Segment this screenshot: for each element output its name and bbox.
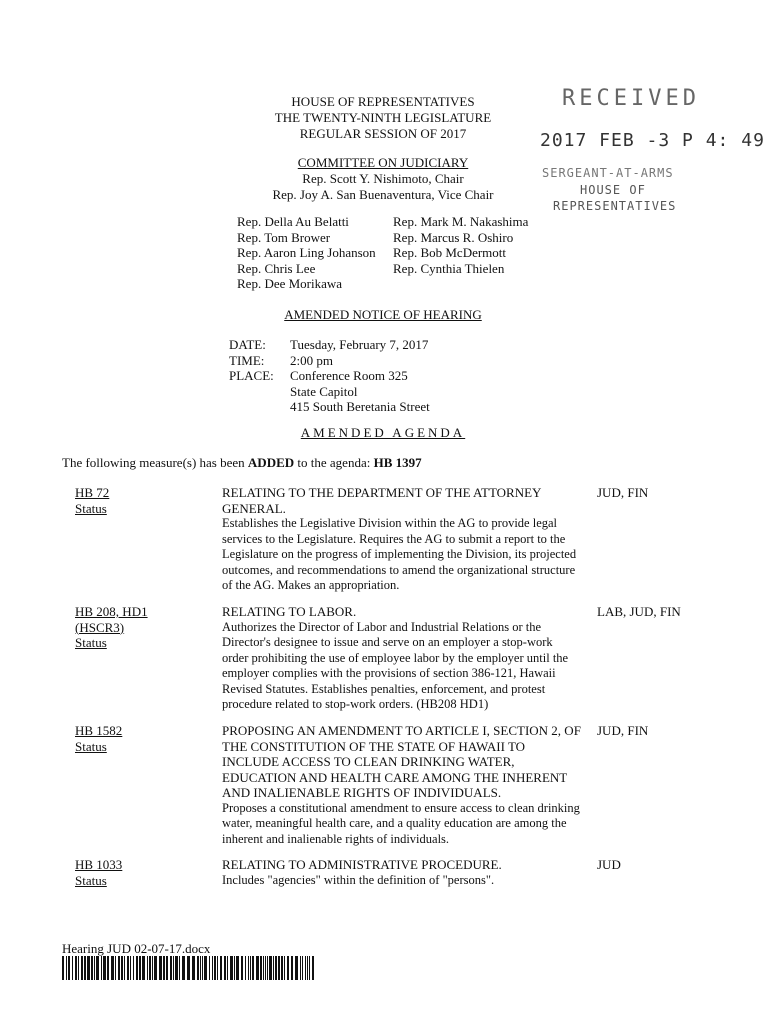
- barcode-bar: [133, 956, 134, 980]
- document-header: [230, 94, 536, 203]
- barcode-bar: [91, 956, 93, 980]
- barcode-bar: [250, 956, 251, 980]
- added-bill: HB 1397: [373, 455, 422, 470]
- barcode-bar: [230, 956, 233, 980]
- measure-ids: [75, 485, 109, 516]
- barcode-bar: [159, 956, 162, 980]
- barcode-bar: [263, 956, 264, 980]
- status-link[interactable]: Status: [75, 635, 107, 650]
- member: Rep. Aaron Ling Johanson: [237, 245, 376, 260]
- member: Rep. Della Au Belatti: [237, 214, 349, 229]
- barcode-bar: [147, 956, 148, 980]
- barcode-bar: [209, 956, 210, 980]
- barcode-bar: [182, 956, 185, 980]
- barcode-bar: [149, 956, 151, 980]
- barcode-bar: [307, 956, 308, 980]
- place-line: Conference Room 325: [290, 368, 408, 383]
- barcode-bar: [87, 956, 90, 980]
- barcode-bar: [300, 956, 301, 980]
- stamp-house: HOUSE OF: [580, 183, 646, 197]
- barcode-bar: [278, 956, 280, 980]
- measure-body: [222, 604, 582, 713]
- barcode-bar: [139, 956, 141, 980]
- barcode-bar: [245, 956, 246, 980]
- barcode-bar: [248, 956, 249, 980]
- time-label: TIME:: [229, 352, 265, 368]
- barcode-bar: [305, 956, 306, 980]
- barcode-bar: [81, 956, 83, 980]
- barcode-bar: [84, 956, 86, 980]
- barcode-bar: [281, 956, 283, 980]
- barcode-bar: [200, 956, 201, 980]
- barcode-bar: [212, 956, 213, 980]
- barcode-bar: [72, 956, 73, 980]
- barcode-bar: [75, 956, 77, 980]
- barcode-bar: [175, 956, 178, 980]
- barcode-bar: [68, 956, 70, 980]
- measure-committees: LAB, JUD, FIN: [597, 604, 681, 619]
- barcode-bar: [130, 956, 131, 980]
- header-line: HOUSE OF REPRESENTATIVES: [291, 94, 475, 109]
- barcode-bar: [267, 956, 268, 980]
- barcode-bar: [295, 956, 298, 980]
- bill-link[interactable]: HB 72: [75, 485, 110, 500]
- barcode-bar: [309, 956, 310, 980]
- members-right: [393, 214, 528, 276]
- bill-link[interactable]: HB 1033: [75, 857, 123, 872]
- member: Rep. Chris Lee: [237, 260, 316, 276]
- added-bold: ADDED: [247, 455, 295, 470]
- barcode-bar: [154, 956, 157, 980]
- barcode-bar: [192, 956, 195, 980]
- barcode-bar: [202, 956, 203, 980]
- header-line: REGULAR SESSION OF 2017: [299, 126, 467, 141]
- barcode-bar: [273, 956, 274, 980]
- barcode-bar: [142, 956, 145, 980]
- barcode-bar: [236, 956, 239, 980]
- measure-body: [222, 723, 582, 847]
- status-link[interactable]: Status: [75, 500, 107, 516]
- place-label: PLACE:: [229, 368, 274, 383]
- measure-ids: [75, 857, 122, 888]
- stamp-datetime: 2017 FEB -3 P 4: 49: [540, 130, 765, 151]
- member: Rep. Mark M. Nakashima: [393, 214, 529, 229]
- measure-description: Authorizes the Director of Labor and Industrial Relations or the Director's designee to issue and serve on an employer a stop-work order prohibiting the use of employee labor by the employer until the employer complies with the provisions of section 386-121, Hawaii Revised Statutes. Establishes penalties, enforcement, and protest procedure related to stop-work orders. (HB208 HD1): [222, 619, 569, 711]
- measure-body: [222, 857, 582, 888]
- bill-link[interactable]: HB 208, HD1: [75, 604, 148, 619]
- barcode-bar: [265, 956, 266, 980]
- barcode-bar: [220, 956, 222, 980]
- barcode-bar: [111, 956, 114, 980]
- barcode-bar: [275, 956, 277, 980]
- barcode-bar: [204, 956, 207, 980]
- measure-title: RELATING TO LABOR.: [222, 604, 357, 619]
- barcode-bar: [241, 956, 243, 980]
- barcode-bar: [287, 956, 289, 980]
- barcode-bar: [173, 956, 174, 980]
- place-line: 415 South Beretania Street: [290, 399, 430, 414]
- barcode-bar: [66, 956, 67, 980]
- barcode-bar: [166, 956, 168, 980]
- barcode-bar: [217, 956, 218, 980]
- barcode-bar: [312, 956, 314, 980]
- committee-vice-chair: Rep. Joy A. San Buenaventura, Vice Chair: [272, 187, 494, 202]
- measure-ids: [75, 723, 122, 754]
- place-value: [290, 368, 430, 415]
- added-notice: [62, 455, 422, 471]
- barcode-bar: [96, 956, 99, 980]
- barcode-bar: [302, 956, 303, 980]
- barcode-bar: [179, 956, 180, 980]
- barcode-bar: [227, 956, 228, 980]
- measure-description: Proposes a constitutional amendment to ensure access to clean drinking water, meaningful health care, and a quality education are among the inherent and inalienable rights of individuals.: [222, 800, 580, 846]
- barcode-bar: [103, 956, 106, 980]
- barcode-bar: [256, 956, 259, 980]
- barcode-bar: [214, 956, 216, 980]
- date-label: DATE:: [229, 337, 266, 352]
- header-line: THE TWENTY-NINTH LEGISLATURE: [274, 110, 492, 125]
- barcode-bar: [118, 956, 120, 980]
- time-value: 2:00 pm: [290, 352, 333, 368]
- barcode-bar: [234, 956, 235, 980]
- barcode-bar: [269, 956, 272, 980]
- barcode-bar: [101, 956, 102, 980]
- barcode-bar: [163, 956, 165, 980]
- stamp-reps: REPRESENTATIVES: [553, 199, 677, 213]
- barcode-bar: [170, 956, 172, 980]
- measure-committees: JUD, FIN: [597, 485, 649, 500]
- barcode-bar: [291, 956, 293, 980]
- place-line: State Capitol: [290, 383, 358, 399]
- barcode-bar: [115, 956, 116, 980]
- added-middle: to the agenda:: [294, 455, 374, 470]
- status-link[interactable]: Status: [75, 738, 107, 754]
- barcode: [62, 956, 314, 980]
- barcode-bar: [62, 956, 64, 980]
- committee-chair: Rep. Scott Y. Nishimoto, Chair: [302, 171, 464, 186]
- report-link[interactable]: (HSCR3): [75, 619, 125, 635]
- notice-title: AMENDED NOTICE OF HEARING: [284, 307, 482, 322]
- measure-title: RELATING TO ADMINISTRATIVE PROCEDURE.: [222, 857, 502, 872]
- status-link[interactable]: Status: [75, 872, 107, 888]
- barcode-bar: [78, 956, 79, 980]
- barcode-bar: [124, 956, 125, 980]
- committee-name: COMMITTEE ON JUDICIARY: [297, 155, 469, 170]
- measure-description: Includes "agencies" within the definition of "persons".: [222, 872, 495, 887]
- member: Rep. Cynthia Thielen: [393, 260, 505, 276]
- barcode-bar: [224, 956, 226, 980]
- barcode-bar: [252, 956, 254, 980]
- stamp-received: RECEIVED: [562, 86, 700, 111]
- footer-filename: Hearing JUD 02-07-17.docx: [62, 941, 211, 956]
- members-left: [237, 214, 376, 292]
- measure-title: PROPOSING AN AMENDMENT TO ARTICLE I, SECTION 2, OF THE CONSTITUTION OF THE STATE OF HAWAII TO INCLUDE ACCESS TO CLEAN DRINKING WATER, EDUCATION AND HEALTH CARE AMONG THE INHERENT AND INALIENABLE RIGHTS OF INDIVIDUALS.: [222, 723, 581, 800]
- barcode-bar: [136, 956, 138, 980]
- member: Rep. Dee Morikawa: [237, 276, 343, 291]
- date-value: Tuesday, February 7, 2017: [290, 337, 429, 352]
- added-prefix: The following measure(s) has been: [62, 455, 248, 470]
- measure-body: [222, 485, 582, 594]
- member: Rep. Bob McDermott: [393, 245, 507, 260]
- barcode-bar: [284, 956, 285, 980]
- measure-committees: JUD: [597, 857, 621, 872]
- stamp-sergeant: SERGEANT-AT-ARMS: [542, 166, 674, 180]
- measure-ids: [75, 604, 148, 651]
- bill-link[interactable]: HB 1582: [75, 723, 123, 738]
- barcode-bar: [197, 956, 199, 980]
- barcode-bar: [94, 956, 95, 980]
- barcode-bar: [121, 956, 123, 980]
- barcode-bar: [260, 956, 262, 980]
- member: Rep. Marcus R. Oshiro: [393, 229, 514, 245]
- barcode-bar: [187, 956, 190, 980]
- barcode-bar: [127, 956, 129, 980]
- member: Rep. Tom Brower: [237, 229, 331, 245]
- barcode-bar: [107, 956, 109, 980]
- measure-description: Establishes the Legislative Division within the AG to provide legal services to the Legislature. Requires the AG to submit a report to the Legislature on the progress of implementing the Division, its projected outcomes, and recommendations to amend the organizational structure of the AG. Makes an appropriation.: [222, 516, 577, 592]
- agenda-title: AMENDED AGENDA: [300, 425, 466, 440]
- measure-committees: JUD, FIN: [597, 723, 649, 738]
- barcode-bar: [152, 956, 153, 980]
- measure-title: RELATING TO THE DEPARTMENT OF THE ATTORNEY GENERAL.: [222, 485, 541, 516]
